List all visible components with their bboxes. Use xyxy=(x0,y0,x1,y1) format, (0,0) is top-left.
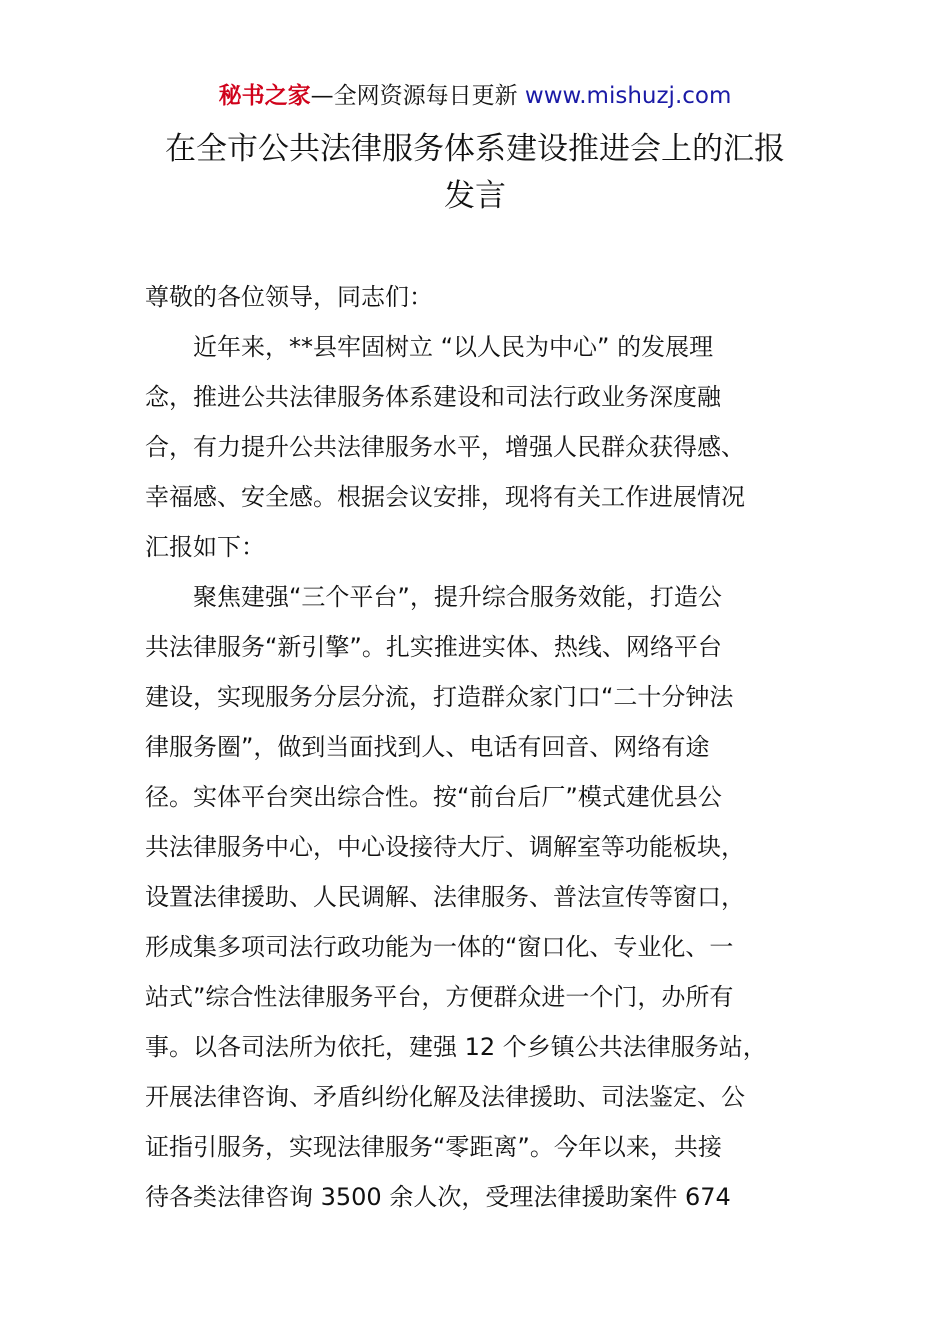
body-line: 证指引服务，实现法律服务“零距离”。今年以来，共接 xyxy=(145,1133,722,1161)
document-title xyxy=(100,126,850,220)
body-line: 径。实体平台突出综合性。按“前台后厂”模式建优县公 xyxy=(145,783,722,811)
body-line: 律服务圈”，做到当面找到人、电话有回音、网络有途 xyxy=(145,733,710,761)
body-line: 建设，实现服务分层分流，打造群众家门口“二十分钟法 xyxy=(145,683,734,711)
body-line: 幸福感、安全感。根据会议安排，现将有关工作进展情况 xyxy=(145,483,745,511)
body-line: 事。以各司法所为依托，建强 12 个乡镇公共法律服务站， xyxy=(145,1033,767,1061)
document-body xyxy=(145,272,815,1222)
header-tagline: —全网资源每日更新 xyxy=(310,83,525,109)
body-line: 待各类法律咨询 3500 余人次，受理法律援助案件 674 xyxy=(145,1183,731,1211)
body-line: 汇报如下： xyxy=(145,533,265,561)
body-line: 念，推进公共法律服务体系建设和司法行政业务深度融 xyxy=(145,383,721,411)
body-line: 共法律服务中心，中心设接待大厅、调解室等功能板块， xyxy=(145,833,745,861)
body-line: 聚焦建强“三个平台”，提升综合服务效能，打造公 xyxy=(145,583,722,611)
salutation: 尊敬的各位领导，同志们： xyxy=(145,283,433,311)
body-line: 共法律服务“新引擎”。扎实推进实体、热线、网络平台 xyxy=(145,633,722,661)
brand-name: 秘书之家 xyxy=(218,83,311,109)
body-line: 站式”综合性法律服务平台，方便群众进一个门，办所有 xyxy=(145,983,734,1011)
site-header xyxy=(0,78,950,114)
body-line: 近年来，**县牢固树立 “以人民为中心” 的发展理 xyxy=(145,333,714,361)
body-line: 形成集多项司法行政功能为一体的“窗口化、专业化、一 xyxy=(145,933,734,961)
body-line: 设置法律援助、人民调解、法律服务、普法宣传等窗口， xyxy=(145,883,745,911)
title-line: 在全市公共法律服务体系建设推进会上的汇报 xyxy=(165,131,785,167)
title-line: 发言 xyxy=(444,178,506,214)
body-line: 合，有力提升公共法律服务水平，增强人民群众获得感、 xyxy=(145,433,745,461)
body-line: 开展法律咨询、矛盾纠纷化解及法律援助、司法鉴定、公 xyxy=(145,1083,745,1111)
site-url-link[interactable]: www.mishuzj.com xyxy=(524,83,732,109)
